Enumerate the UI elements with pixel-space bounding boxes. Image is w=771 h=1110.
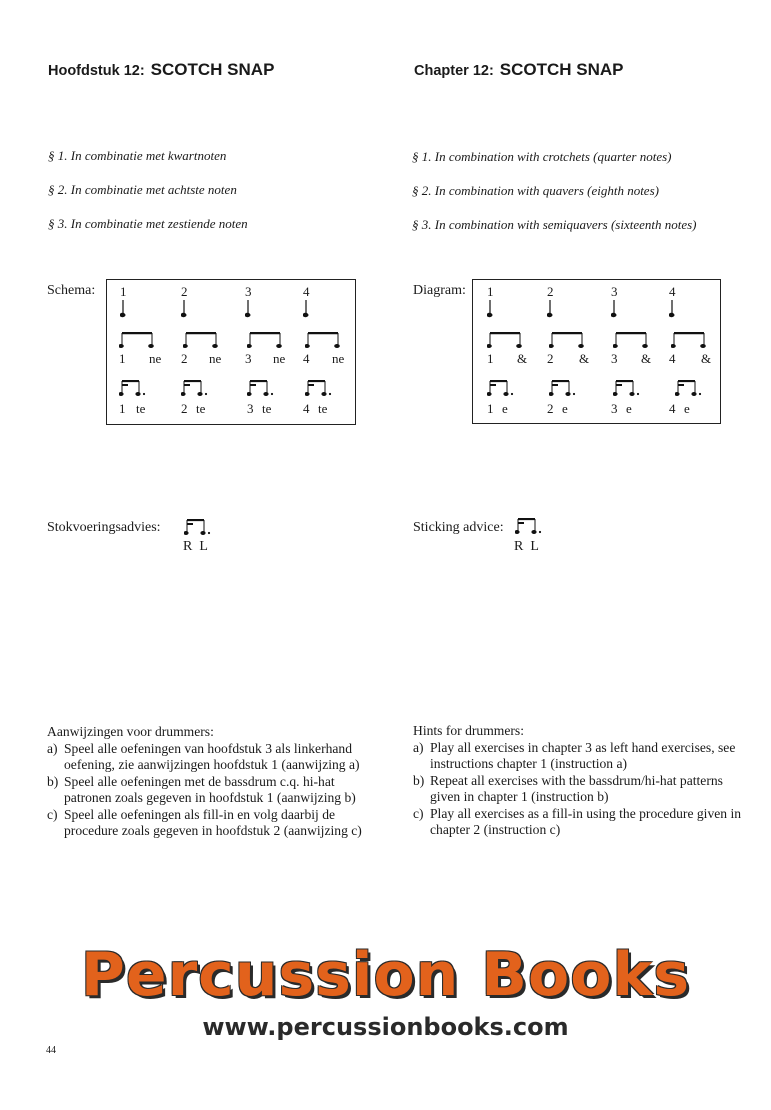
- count-label: 1: [119, 351, 126, 366]
- hint-item: [413, 806, 743, 839]
- quarter-note-icon: [181, 284, 191, 320]
- section-1: § 1. In combination with crotchets (quarter notes): [412, 149, 672, 164]
- quarter-note-icon: [120, 284, 130, 320]
- hint-text: Speel alle oefeningen van hoofdstuk 3 als linkerhand oefening, zie aanwijzingen hoofdstuk 1 (aanwijzing a): [64, 740, 360, 772]
- count-label: 1: [487, 401, 494, 416]
- count-label: 3: [245, 351, 252, 366]
- brand-logo: Percussion Books: [80, 940, 691, 1010]
- scotch-snap-icon: [515, 518, 545, 541]
- count-label: 3: [247, 401, 254, 416]
- sticking-hands: R L: [183, 539, 208, 554]
- count-label: ne: [273, 351, 286, 366]
- count-label: 4: [303, 351, 310, 366]
- count-label: &: [641, 351, 652, 366]
- scotch-snap-icon: [181, 380, 211, 402]
- count-label: &: [517, 351, 528, 366]
- hints-title: Aanwijzingen voor drummers:: [47, 724, 214, 739]
- sticking-hands: R L: [514, 539, 539, 554]
- beat-number: 4: [303, 284, 310, 299]
- count-label: te: [262, 401, 272, 416]
- count-label: &: [701, 351, 712, 366]
- sticking-label: Sticking advice:: [413, 520, 504, 535]
- section-2: § 2. In combination with quavers (eighth notes): [412, 183, 659, 198]
- count-label: 4: [303, 401, 310, 416]
- beat-number: 2: [547, 284, 554, 299]
- hint-item: [47, 807, 377, 840]
- scotch-snap-icon: [247, 380, 277, 402]
- chapter-title: SCOTCH SNAP: [150, 60, 275, 79]
- hints-title: Hints for drummers:: [413, 723, 525, 738]
- chapter-title: SCOTCH SNAP: [499, 60, 624, 79]
- count-label: te: [196, 401, 206, 416]
- beat-number: 3: [245, 284, 252, 299]
- count-label: e: [626, 401, 632, 416]
- count-label: te: [136, 401, 146, 416]
- chapter-prefix: Hoofdstuk 12:: [48, 63, 145, 79]
- count-label: e: [684, 401, 690, 416]
- diagram-label: Schema:: [47, 283, 96, 298]
- count-label: 2: [181, 351, 188, 366]
- count-label: 4: [669, 351, 676, 366]
- hint-text: Speel alle oefeningen als fill-in en volg daarbij de procedure zoals gegeven in hoofdstuk 2 (aanwijzing c): [64, 806, 362, 838]
- quarter-note-icon: [669, 284, 679, 320]
- scotch-snap-icon: [549, 380, 579, 402]
- count-label: ne: [209, 351, 222, 366]
- count-label: 2: [547, 351, 554, 366]
- diagram-label: Diagram:: [413, 283, 466, 298]
- count-label: 1: [487, 351, 494, 366]
- chapter-prefix: Chapter 12:: [414, 63, 494, 79]
- quarter-note-icon: [303, 284, 313, 320]
- scotch-snap-icon: [675, 380, 705, 402]
- beat-number: 1: [487, 284, 494, 299]
- hint-item: [47, 741, 377, 774]
- hint-item: [47, 774, 377, 807]
- beat-number: 4: [669, 284, 676, 299]
- count-label: ne: [332, 351, 345, 366]
- hint-text: Repeat all exercises with the bassdrum/hi-hat patterns given in chapter 1 (instruction b): [430, 772, 723, 804]
- scotch-snap-icon: [119, 380, 149, 402]
- quarter-note-icon: [245, 284, 255, 320]
- chapter-heading-en: [414, 60, 624, 80]
- chapter-heading-nl: [48, 60, 274, 80]
- hint-letter: b): [47, 773, 59, 789]
- sticking-label: Stokvoeringsadvies:: [47, 520, 161, 535]
- rhythm-diagram-nl: [106, 279, 356, 425]
- hints-block-nl: [47, 724, 377, 840]
- count-label: te: [318, 401, 328, 416]
- beat-number: 3: [611, 284, 618, 299]
- hint-letter: b): [413, 772, 425, 788]
- count-label: 3: [611, 351, 618, 366]
- hint-text: Speel alle oefeningen met de bassdrum c.q. hi-hat patronen zoals gegeven in hoofdstuk 1 (aanwijzing b): [64, 773, 356, 805]
- hint-text: Play all exercises as a fill-in using the procedure given in chapter 2 (instruction c): [430, 805, 742, 837]
- page-number: 44: [46, 1045, 56, 1056]
- quarter-note-icon: [611, 284, 621, 320]
- website-url: www.percussionbooks.com: [202, 1013, 569, 1041]
- hints-block-en: [413, 723, 743, 839]
- hint-item: [413, 773, 743, 806]
- hint-letter: a): [413, 739, 424, 755]
- hint-item: [413, 740, 743, 773]
- beat-number: 2: [181, 284, 188, 299]
- section-2: § 2. In combinatie met achtste noten: [48, 182, 237, 197]
- count-label: ne: [149, 351, 162, 366]
- count-label: 3: [611, 401, 618, 416]
- scotch-snap-icon: [613, 380, 643, 402]
- quarter-note-icon: [487, 284, 497, 320]
- beat-number: 1: [120, 284, 127, 299]
- count-label: 2: [181, 401, 188, 416]
- count-label: &: [579, 351, 590, 366]
- scotch-snap-icon: [305, 380, 335, 402]
- count-label: e: [502, 401, 508, 416]
- hint-letter: c): [413, 805, 424, 821]
- count-label: 2: [547, 401, 554, 416]
- quarter-note-icon: [547, 284, 557, 320]
- hint-letter: a): [47, 740, 58, 756]
- count-label: 4: [669, 401, 676, 416]
- count-label: 1: [119, 401, 126, 416]
- rhythm-diagram-en: [472, 279, 721, 424]
- scotch-snap-icon: [487, 380, 517, 402]
- section-3: § 3. In combination with semiquavers (sixteenth notes): [412, 217, 697, 232]
- hint-letter: c): [47, 806, 58, 822]
- count-label: e: [562, 401, 568, 416]
- section-1: § 1. In combinatie met kwartnoten: [48, 148, 227, 163]
- hint-text: Play all exercises in chapter 3 as left hand exercises, see instructions chapter 1 (instruction a): [430, 739, 736, 771]
- section-3: § 3. In combinatie met zestiende noten: [48, 216, 248, 231]
